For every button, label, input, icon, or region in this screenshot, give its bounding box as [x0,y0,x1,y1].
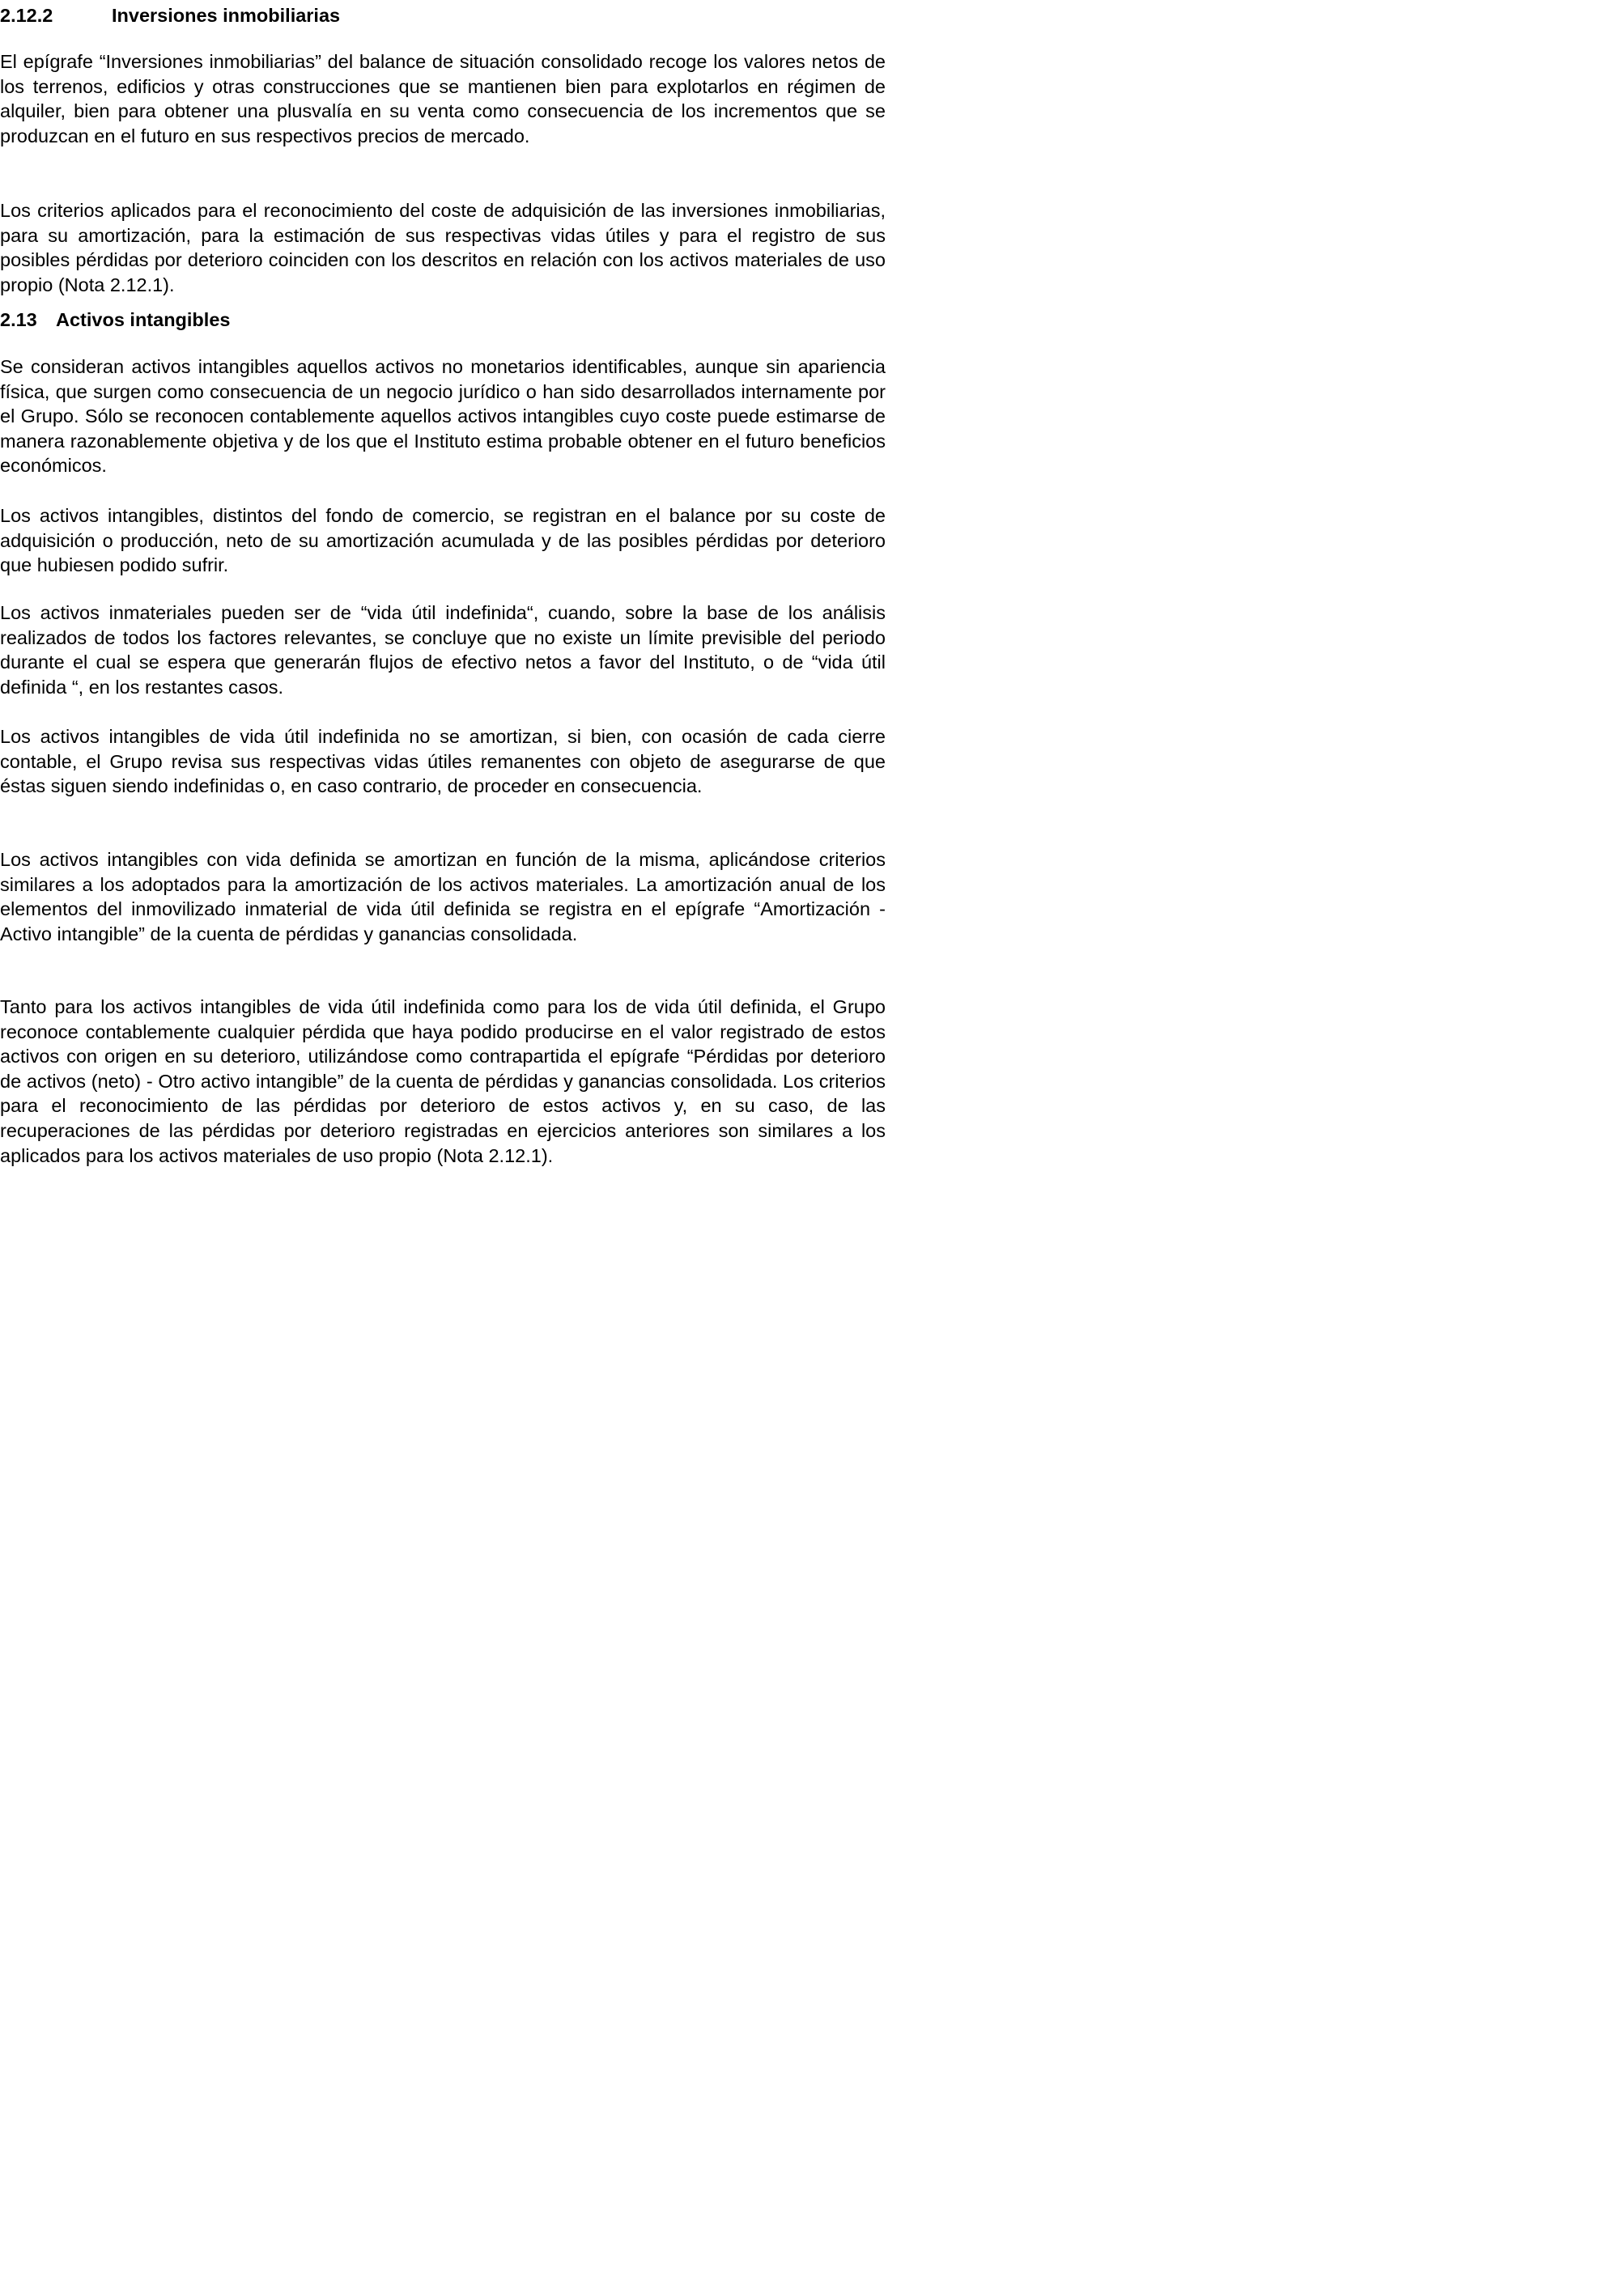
paragraph: El epígrafe “Inversiones inmobiliarias” del balance de situación consolidado recoge los valores netos de los terrenos, edificios y otras construcciones que se mantienen bien para explotarlos en régimen de alquiler, bien para obtener una plusvalía en su venta como consecuencia de los incrementos que se produzcan en el futuro en sus respectivos precios de mercado. [0,51,886,146]
paragraph: Los activos inmateriales pueden ser de “vida útil indefinida“, cuando, sobre la base de los análisis realizados de todos los factores relevantes, se concluye que no existe un límite previsible del periodo durante el cual se espera que generarán flujos de efectivo netos a favor del Instituto, o de “vida útil definida “, en los restantes casos. [0,602,886,698]
heading-2-13 [0,308,230,332]
paragraph: Los activos intangibles con vida definida se amortizan en función de la misma, aplicándose criterios similares a los adoptados para la amortización de los activos materiales. La amortización anual de los elementos del inmovilizado inmaterial de vida útil definida se registra en el epígrafe “Amortización - Activo intangible” de la cuenta de pérdidas y ganancias consolidada. [0,849,886,944]
paragraph: Se consideran activos intangibles aquellos activos no monetarios identificables, aunque sin apariencia física, que surgen como consecuencia de un negocio jurídico o han sido desarrollados internamente por el Grupo. Sólo se reconocen contablemente aquellos activos intangibles cuyo coste puede estimarse de manera razonablemente objetiva y de los que el Instituto estima probable obtener en el futuro beneficios económicos. [0,356,886,477]
paragraph: Los activos intangibles, distintos del fondo de comercio, se registran en el balance por su coste de adquisición o producción, neto de su amortización acumulada y de las posibles pérdidas por deterioro que hubiesen podido sufrir. [0,505,886,576]
heading-number: 2.12.2 [0,5,53,26]
heading-number: 2.13 [0,309,37,330]
heading-title: Activos intangibles [56,309,231,330]
paragraph: Los activos intangibles de vida útil indefinida no se amortizan, si bien, con ocasión de cada cierre contable, el Grupo revisa sus respectivas vidas útiles remanentes con objeto de asegurarse de que éstas siguen siendo indefinidas o, en caso contrario, de proceder en consecuencia. [0,726,886,797]
paragraph: Los criterios aplicados para el reconocimiento del coste de adquisición de las inversiones inmobiliarias, para su amortización, para la estimación de sus respectivas vidas útiles y para el registro de sus posibles pérdidas por deterioro coinciden con los descritos en relación con los activos materiales de uso propio (Nota 2.12.1). [0,200,886,295]
heading-title: Inversiones inmobiliarias [112,5,341,26]
heading-2-12-2 [0,3,340,28]
paragraph: Tanto para los activos intangibles de vida útil indefinida como para los de vida útil definida, el Grupo reconoce contablemente cualquier pérdida que haya podido producirse en el valor registrado de estos activos con origen en su deterioro, utilizándose como contrapartida el epígrafe “Pérdidas por deterioro de activos (neto) - Otro activo intangible” de la cuenta de pérdidas y ganancias consolidada. Los criterios para el reconocimiento de las pérdidas por deterioro de estos activos y, en su caso, de las recuperaciones de las pérdidas por deterioro registradas en ejercicios anteriores son similares a los aplicados para los activos materiales de uso propio (Nota 2.12.1). [0,996,886,1166]
